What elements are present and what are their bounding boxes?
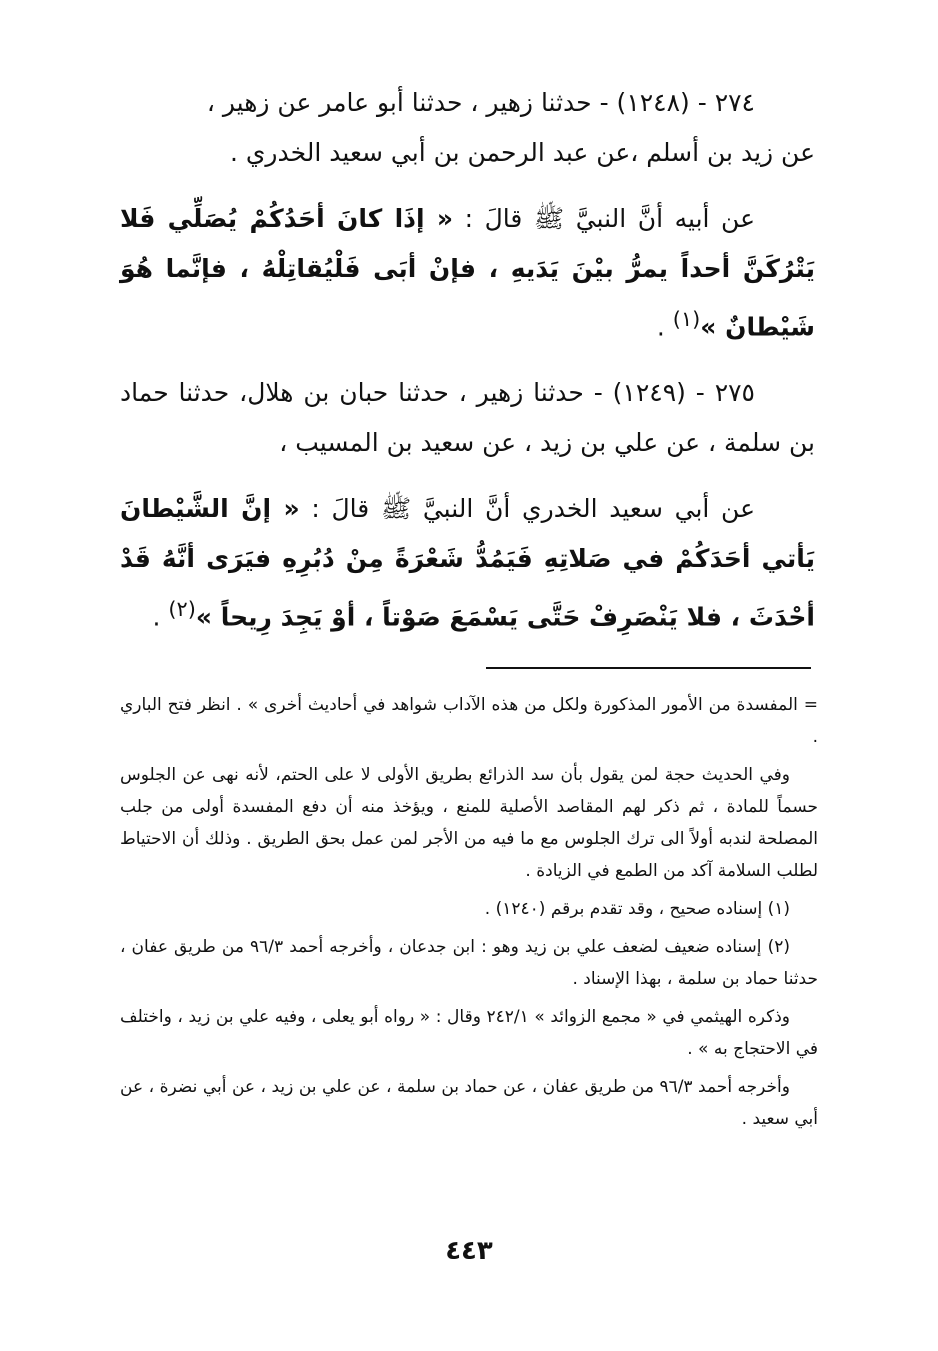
hadith-274-matn-paragraph: [120, 194, 815, 352]
footnotes-area: [120, 689, 818, 1141]
hadith-274: [120, 78, 815, 178]
footnote-ref-1: (١): [672, 307, 701, 331]
hadith-275-matn-paragraph: [120, 484, 815, 642]
hadith-275-isnad: ٢٧٥ - (١٢٤٩) - حدثنا زهير ، حدثنا حبان بن هلال، حدثنا حماد بن سلمة ، عن علي بن زيد ، عن سعيد بن المسيب ،: [120, 378, 815, 458]
page-number: ٤٤٣: [445, 1236, 493, 1266]
footnote-1: (١) إسناده صحيح ، وقد تقدم برقم (١٢٤٠) .: [484, 899, 790, 919]
hadith-274-end: .: [656, 312, 673, 342]
hadith-275-matn: [120, 484, 815, 642]
hadith-275-matn-intro: عن أبي سعيد الخدري أنَّ النبيَّ ﷺ قالَ :: [299, 494, 755, 524]
footnote-divider: [486, 667, 811, 669]
footnote-2: (٢) إسناده ضعيف لضعف علي بن زيد وهو : ابن جدعان ، وأخرجه أحمد ٩٦/٣ من طريق عفان ، حدثنا حماد بن سلمة ، بهذا الإسناد .: [120, 937, 818, 989]
main-text-area: [120, 78, 815, 659]
footnote-2-haythami: وذكره الهيثمي في « مجمع الزوائد » ٢٤٢/١ وقال : « رواه أبو يعلى ، وفيه علي بن زيد ، واختلف في الاحتجاج به » .: [120, 1007, 818, 1059]
footnote-2-ahmad: وأخرجه أحمد ٩٦/٣ من طريق عفان ، عن حماد بن سلمة ، عن علي بن زيد ، عن أبي نضرة ، عن أبي سعيد .: [120, 1077, 818, 1129]
hadith-274-matn-text: « إذَا كانَ أحَدُكُمْ يُصَلِّي فَلا يَتْرُكَنَّ أحداً يمرُّ بيْنَ يَدَيهِ ، فإنْ أبَى فَلْيُقاتِلْهُ ، فإنَّما هُوَ شَيْطانٌ »: [120, 204, 815, 342]
hadith-275: [120, 368, 815, 468]
hadith-274-isnad-line2: عن زيد بن أسلم ،عن عبد الرحمن بن أبي سعيد الخدري .: [229, 138, 815, 167]
hadith-274-isnad-line1: ٢٧٤ - (١٢٤٨) - حدثنا زهير ، حدثنا أبو عامر عن زهير ،: [206, 88, 755, 117]
footnote-continuation: = المفسدة من الأمور المذكورة ولكل من هذه الآداب شواهد في أحاديث أخرى » . انظر فتح الباري .: [120, 695, 818, 747]
hadith-274-matn: [120, 194, 815, 352]
hadith-275-matn-text: « إنَّ الشَّيْطانَ يَأتي أحَدَكُمْ في صَلاتِهِ فَيَمُدُّ شَعْرَةً مِنْ دُبُرِهِ فيَرَى أنَّهُ قَدْ أحْدَثَ ، فلا يَنْصَرِفْ حَتَّى يَسْمَعَ صَوْتاً ، أوْ يَجِدَ رِيحاً »: [120, 494, 815, 632]
hadith-274-matn-intro: عن أبيه أنَّ النبيَّ ﷺ قالَ :: [453, 204, 755, 233]
hadith-275-end: .: [152, 602, 169, 632]
footnote-ref-2: (٢): [168, 597, 196, 622]
footnote-commentary: وفي الحديث حجة لمن يقول بأن سد الذرائع بطريق الأولى لا على الحتم، لأنه نهى عن الجلوس حسماً للمادة ، ثم ذكر لهم المقاصد الأصلية للمنع ، ويؤخذ منه أن دفع المفسدة أولى من جلب المصلحة لندبه أولاً الى ترك الجلوس مع ما فيه من الأجر لمن عمل بحق الطريق . وذلك أن الاحتياط لطلب السلامة آكد من الطمع في الزيادة .: [120, 765, 818, 881]
